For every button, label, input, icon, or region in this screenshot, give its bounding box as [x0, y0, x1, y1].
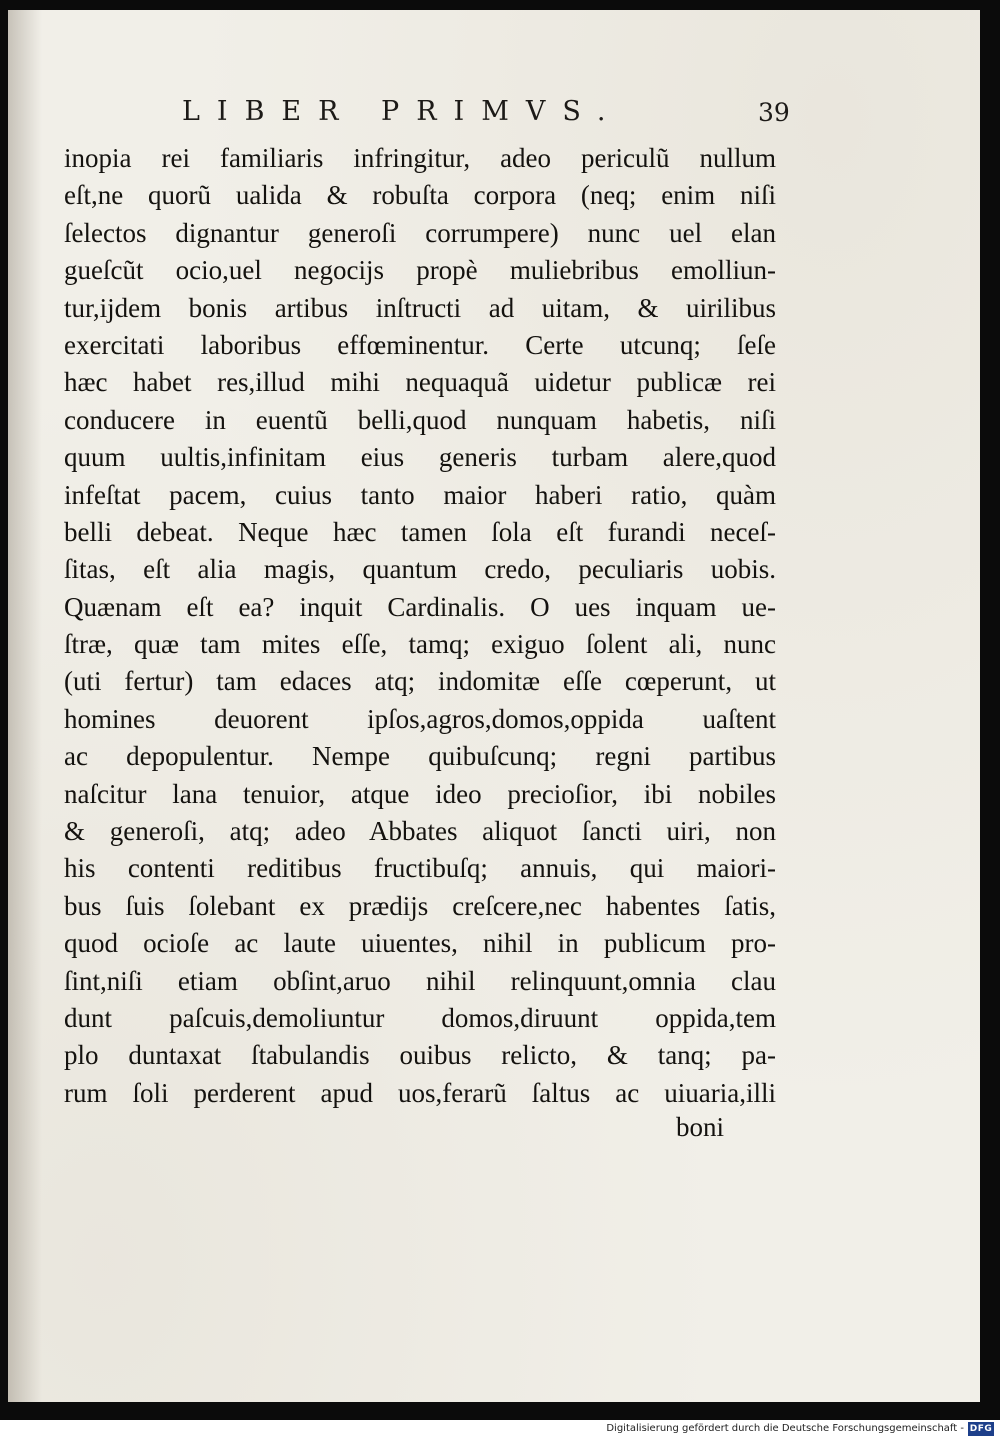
text-line: dunt paſcuis,demoliuntur domos,diruunt oppida,tem	[64, 1002, 776, 1033]
text-line: homines deuorent ipſos,agros,domos,oppida uaſtent	[64, 703, 776, 734]
running-head: LIBER PRIMVS.	[182, 96, 623, 127]
text-line: conducere in euentũ belli,quod nunquam habetis, niſi	[64, 404, 776, 435]
text-line: naſcitur lana tenuior, atque ideo precioſior, ibi nobiles	[64, 778, 776, 809]
text-line: ſitas, eſt alia magis, quantum credo, peculiaris uobis.	[64, 554, 776, 585]
text-line: belli debeat. Neque hæc tamen ſola eſt furandi neceſ-	[64, 516, 776, 547]
funding-credit: Digitalisierung gefördert durch die Deutsche Forschungsgemeinschaft -	[606, 1423, 964, 1434]
text-line: quod ocioſe ac laute uiuentes, nihil in publicum pro-	[64, 928, 776, 959]
text-line: tur,ijdem bonis artibus inſtructi ad uitam, & uirilibus	[64, 292, 776, 323]
text-line: rum ſoli perderent apud uos,ferarũ ſaltus ac uiuaria,illi	[64, 1077, 776, 1108]
text-line: ſtræ, quæ tam mites eſſe, tamq; exiguo ſolent ali, nunc	[64, 629, 776, 660]
text-line: his contenti reditibus fructibuſq; annuis, qui maiori-	[64, 853, 776, 884]
text-line: ſelectos dignantur generoſi corrumpere) nunc uel elan	[64, 217, 776, 248]
text-line: (uti fertur) tam edaces atq; indomitæ eſſe cœperunt, ut	[64, 666, 776, 697]
page-number: 39	[758, 98, 790, 127]
dfg-logo: DFG	[969, 1424, 993, 1434]
text-line: ac depopulentur. Nempe quibuſcunq; regni partibus	[64, 741, 776, 772]
text-line: & generoſi, atq; adeo Abbates aliquot ſancti uiri, non	[64, 816, 776, 847]
catchword: boni	[676, 1112, 725, 1142]
text-line: inopia rei familiaris infringitur, adeo periculũ nullum	[64, 143, 776, 173]
text-line: ſint,niſi etiam obſint,aruo nihil relinquunt,omnia clau	[64, 965, 776, 996]
text-block	[64, 140, 776, 1112]
text-line: quum uultis,infinitam eius generis turbam alere,quod	[64, 442, 776, 473]
text-line: gueſcũt ocio,uel negocijs propè muliebribus emolliun-	[64, 255, 776, 286]
text-line: exercitati laboribus effœminentur. Certe utcunq; ſeſe	[64, 329, 776, 360]
gutter-shadow	[8, 10, 42, 1402]
text-line: hæc habet res,illud mihi nequaquã uidetur publicæ rei	[64, 367, 776, 398]
text-line: infeſtat pacem, cuius tanto maior haberi ratio, quàm	[64, 479, 776, 510]
text-line: plo duntaxat ſtabulandis ouibus relicto, & tanq; pa-	[64, 1040, 776, 1071]
page-header	[0, 96, 1000, 136]
text-line: eſt,ne quorũ ualida & robuſta corpora (neq; enim niſi	[64, 180, 776, 211]
text-line: bus ſuis ſolebant ex prædijs creſcere,nec habentes ſatis,	[64, 890, 776, 921]
text-line: Quænam eſt ea? inquit Cardinalis. O ues inquam ue-	[64, 591, 776, 622]
digitization-footer	[0, 1420, 1000, 1440]
